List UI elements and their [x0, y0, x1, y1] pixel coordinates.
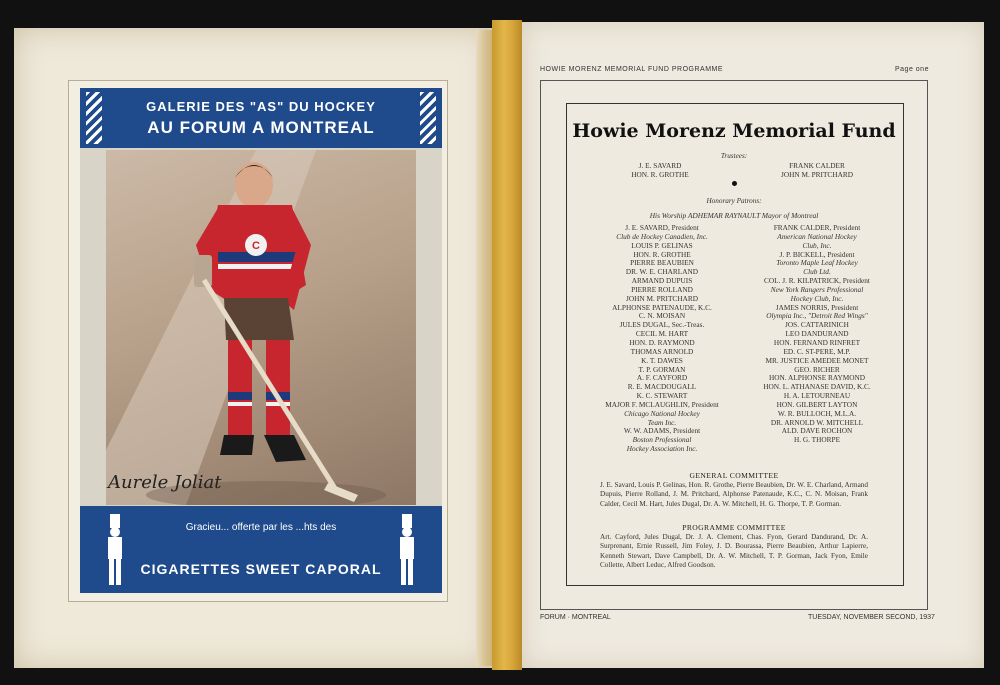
patron-line: HON. GILBERT LAYTON: [776, 399, 858, 409]
patron-line: J. P. BICKELL, President: [779, 249, 855, 259]
stripe-decoration: [420, 92, 436, 144]
patron-line: Olympia Inc., "Detroit Red Wings": [766, 311, 868, 321]
patron-line: R. E. MACDOUGALL: [627, 382, 697, 392]
patron-line: LEO DANDURAND: [785, 329, 849, 339]
patron-line: DR. W. E. CHARLAND: [625, 267, 699, 277]
svg-text:C: C: [252, 240, 260, 252]
patron-line: FRANK CALDER, President: [773, 223, 861, 232]
patrons-left-column: [592, 224, 732, 454]
patron-line: W. W. ADAMS, President: [623, 426, 701, 436]
spine-tape: [492, 20, 522, 670]
patron-line: CECIL M. HART: [635, 329, 689, 339]
patron-line: Team Inc.: [647, 417, 677, 427]
patrons-mayor: His Worship ADHEMAR RAYNAULT Mayor of Montreal: [649, 211, 819, 220]
player-photo: [106, 150, 416, 505]
patron-line: ALD. DAVE ROCHON: [781, 426, 853, 436]
banner-line1: GALERIE DES "AS" DU HOCKEY: [146, 98, 376, 114]
patron-line: PIERRE BEAUBIEN: [630, 258, 694, 268]
patron-line: Hockey Association Inc.: [626, 444, 698, 454]
page-number: Page one: [895, 66, 929, 73]
patron-line: JOS. CATTARINICH: [785, 320, 849, 330]
patron-line: THOMAS ARNOLD: [630, 346, 694, 356]
patron-line: MR. JUSTICE AMEDEE MONET: [765, 355, 869, 365]
general-committee-text: J. E. Savard, Louis P. Gelinas, Hon. R. Grothe, Pierre Beaubien, Dr. W. E. Charland, Armand Dupuis, Pierre Rolland, J. M. Pritchard, Alphonse Patenaude, K.C., C. N. Moisan, Frank Calder, Cecil M. Hart, Jules Dugal, Dr. A. W. Mitchell, H. G. Thorpe, T. P. Gorman.: [600, 481, 868, 508]
patron-line: H. A. LETOURNEAU: [783, 391, 851, 401]
trustees-right: [752, 162, 882, 180]
trustees-left: [600, 162, 720, 180]
patron-line: C. N. MOISAN: [638, 311, 686, 321]
patron-line: HON. ALPHONSE RAYMOND: [768, 373, 866, 383]
patron-line: HON. R. GROTHE: [633, 249, 691, 259]
patron-line: ED. C. ST-PERE, M.P.: [783, 346, 851, 356]
page-edge: [476, 30, 492, 666]
patron-line: A. F. CAYFORD: [636, 373, 688, 383]
patron-line: Club, Inc.: [802, 240, 832, 250]
running-header: HOWIE MORENZ MEMORIAL FUND PROGRAMME: [540, 66, 724, 73]
general-committee-title: GENERAL COMMITTEE: [689, 471, 779, 480]
patron-line: MAJOR F. MCLAUGHLIN, President: [605, 399, 719, 409]
patron-line: ALPHONSE PATENAUDE, K.C.: [612, 302, 712, 312]
programme-committee-title: PROGRAMME COMMITTEE: [682, 523, 786, 532]
footer-location: FORUM · MONTREAL: [540, 614, 611, 621]
patron-line: GEO. RICHER: [794, 364, 840, 374]
patron-line: JULES DUGAL, Sec.-Treas.: [619, 320, 705, 330]
patron-line: ARMAND DUPUIS: [631, 276, 693, 286]
footer-date: TUESDAY, NOVEMBER SECOND, 1937: [808, 614, 935, 621]
trustee-name: FRANK CALDER: [789, 161, 845, 170]
sponsor-line: Gracieu... offerte par les ...hts des: [185, 522, 337, 533]
programme-committee-text: Art. Cayford, Jules Dugal, Dr. J. A. Clement, Chas. Fyon, Gerard Dandurand, Dr. A. Surprenant, Ernie Russell, Jim Foley, J. D. Bourassa, Pierre Beaubien, Arthur Lapierre, Kenneth Stewart, Dave Campbell, Dr. A. W. Mitchell, T. P. Gorman, Jack Fyon, Emile Collette, Albert Leduc, Alfred Goodson.: [600, 533, 868, 569]
patron-line: HON. L. ATHANASE DAVID, K.C.: [763, 382, 871, 392]
patron-line: COL. J. R. KILPATRICK, President: [764, 276, 870, 286]
stripe-decoration: [86, 92, 102, 144]
patron-line: T. P. GORMAN: [638, 364, 686, 374]
patron-line: JAMES NORRIS, President: [775, 302, 859, 312]
patron-line: DR. ARNOLD W. MITCHELL: [770, 417, 864, 427]
banner-line2: AU FORUM A MONTREAL: [147, 117, 375, 137]
bottom-banner: [80, 506, 442, 593]
patron-line: JOHN M. PRITCHARD: [626, 293, 698, 303]
patron-line: J. E. SAVARD, President: [625, 223, 699, 232]
patron-line: Boston Professional: [632, 435, 692, 445]
patron-line: Chicago National Hockey: [624, 408, 700, 418]
patron-line: Club de Hockey Canadien, Inc.: [616, 231, 708, 241]
hockey-player-illustration: [106, 150, 416, 505]
patron-line: H. G. THORPE: [793, 435, 841, 445]
patron-line: HON. D. RAYMOND: [629, 337, 695, 347]
patron-line: K. C. STEWART: [636, 391, 688, 401]
page-title: Howie Morenz Memorial Fund: [572, 120, 896, 142]
trustee-name: HON. R. GROTHE: [631, 169, 689, 179]
patron-line: K. T. DAWES: [641, 355, 683, 365]
patron-line: American National Hockey: [777, 231, 857, 241]
patron-line: PIERRE ROLLAND: [631, 284, 693, 294]
patron-line: Toronto Maple Leaf Hockey: [776, 258, 858, 268]
trustee-name: JOHN M. PRITCHARD: [781, 169, 853, 179]
patron-line: HON. FERNAND RINFRET: [773, 337, 861, 347]
sponsor-brand: CIGARETTES SWEET CAPORAL: [140, 561, 382, 577]
punch-hole: [732, 181, 737, 186]
patron-line: LOUIS P. GELINAS: [631, 240, 693, 250]
trustees-label: Trustees:: [720, 152, 748, 160]
trustee-name: J. E. SAVARD: [638, 161, 682, 170]
patron-line: W. R. BULLOCH, M.L.A.: [777, 408, 857, 418]
patrons-right-column: [742, 224, 892, 445]
top-banner: [80, 88, 442, 148]
patron-line: New York Rangers Professional: [770, 284, 864, 294]
patrons-label: Honorary Patrons:: [706, 197, 762, 205]
player-advertisement: [80, 88, 442, 593]
patron-line: Hockey Club, Inc.: [790, 293, 844, 303]
patron-line: Club Ltd.: [803, 267, 831, 277]
signature: Aurele Joliat: [108, 472, 222, 493]
